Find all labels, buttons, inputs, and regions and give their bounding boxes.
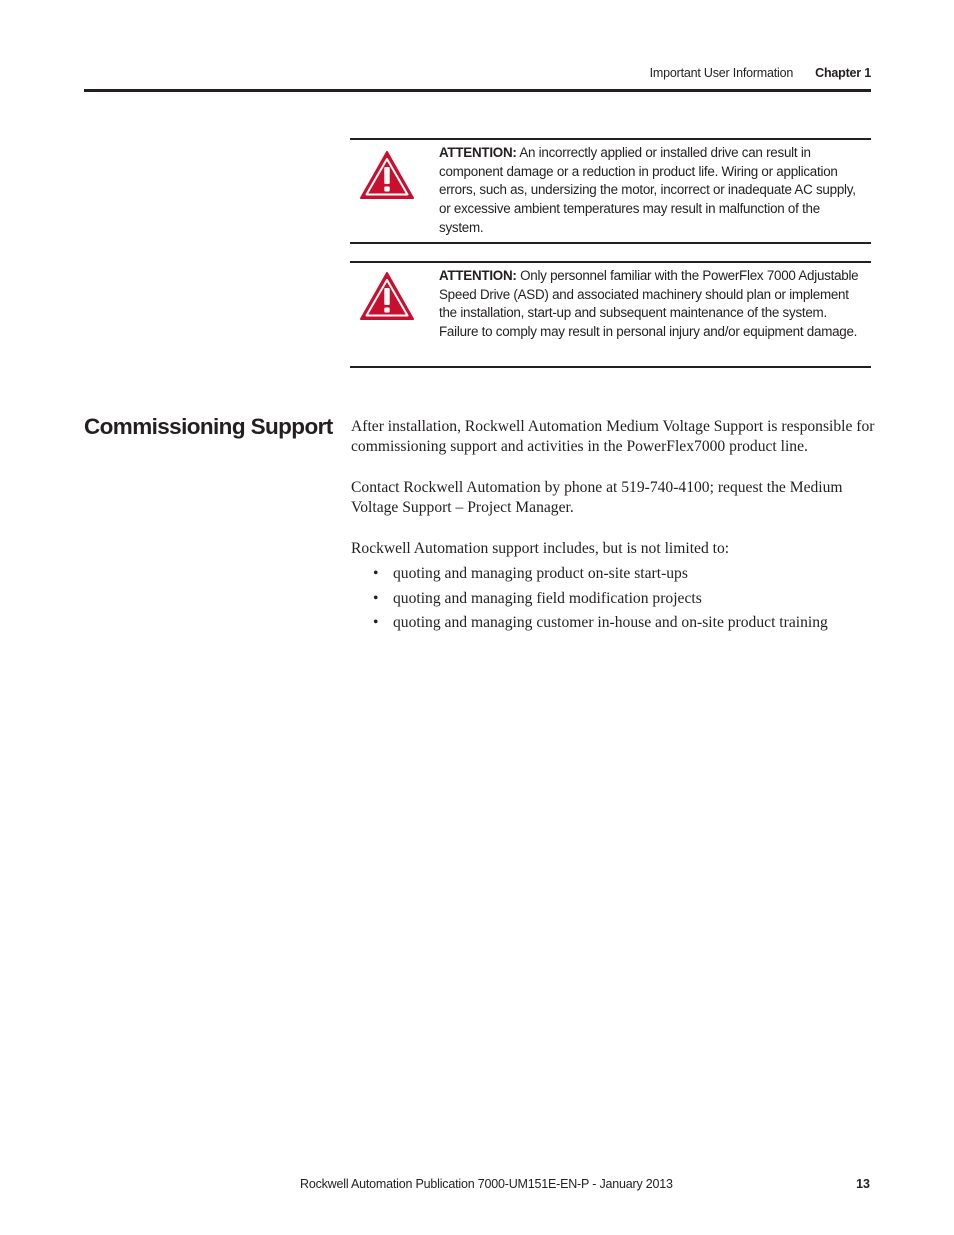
attention-message-2 xyxy=(439,267,859,342)
running-header xyxy=(650,66,871,80)
list-item: • quoting and managing field modification projects xyxy=(373,589,702,607)
header-section: Important User Information xyxy=(649,66,794,80)
warning-triangle-icon xyxy=(359,271,415,321)
list-item-text: quoting and managing product on-site start-ups xyxy=(393,565,688,582)
section-title: Commissioning Support xyxy=(84,414,333,439)
list-item: • quoting and managing customer in-house and on-site product training xyxy=(373,614,828,631)
attention-box-2 xyxy=(350,261,871,368)
list-item-text: quoting and managing field modification projects xyxy=(393,589,702,607)
warning-triangle-icon xyxy=(359,150,415,200)
support-list xyxy=(351,563,891,637)
attention-box-1 xyxy=(350,138,871,244)
attention-text: Only personnel familiar with the PowerFlex 7000 Adjustable Speed Drive (ASD) and associated machinery should plan or implement the installation, start-up and subsequent maintenance of the system. Failure to comply may result in personal injury and/or equipment damage. xyxy=(439,268,859,340)
paragraph-1: After installation, Rockwell Automation Medium Voltage Support is responsible for commissioning support and activities in the PowerFlex7000 product line. xyxy=(351,418,875,456)
paragraph-3: Rockwell Automation support includes, but is not limited to: xyxy=(351,540,730,557)
attention-label: ATTENTION: xyxy=(439,268,517,283)
attention-message-1 xyxy=(439,144,859,238)
paragraph-2: Contact Rockwell Automation by phone at 519-740-4100; request the Medium Voltage Support – Project Manager. xyxy=(351,479,843,517)
page-number: 13 xyxy=(856,1177,870,1191)
list-item: • quoting and managing product on-site start-ups xyxy=(373,565,688,582)
header-rule xyxy=(84,89,871,92)
list-item-text: quoting and managing customer in-house and on-site product training xyxy=(393,614,828,631)
attention-label: ATTENTION: xyxy=(439,145,517,160)
attention-text: An incorrectly applied or installed drive can result in component damage or a reduction in product life. Wiring or application errors, such as, undersizing the motor, incorrect or inadequate AC supply, or excessive ambient temperatures may result in malfunction of the system. xyxy=(439,145,856,235)
header-chapter: Chapter 1 xyxy=(815,66,871,80)
footer-publication: Rockwell Automation Publication 7000-UM151E-EN-P - January 2013 xyxy=(300,1177,673,1191)
